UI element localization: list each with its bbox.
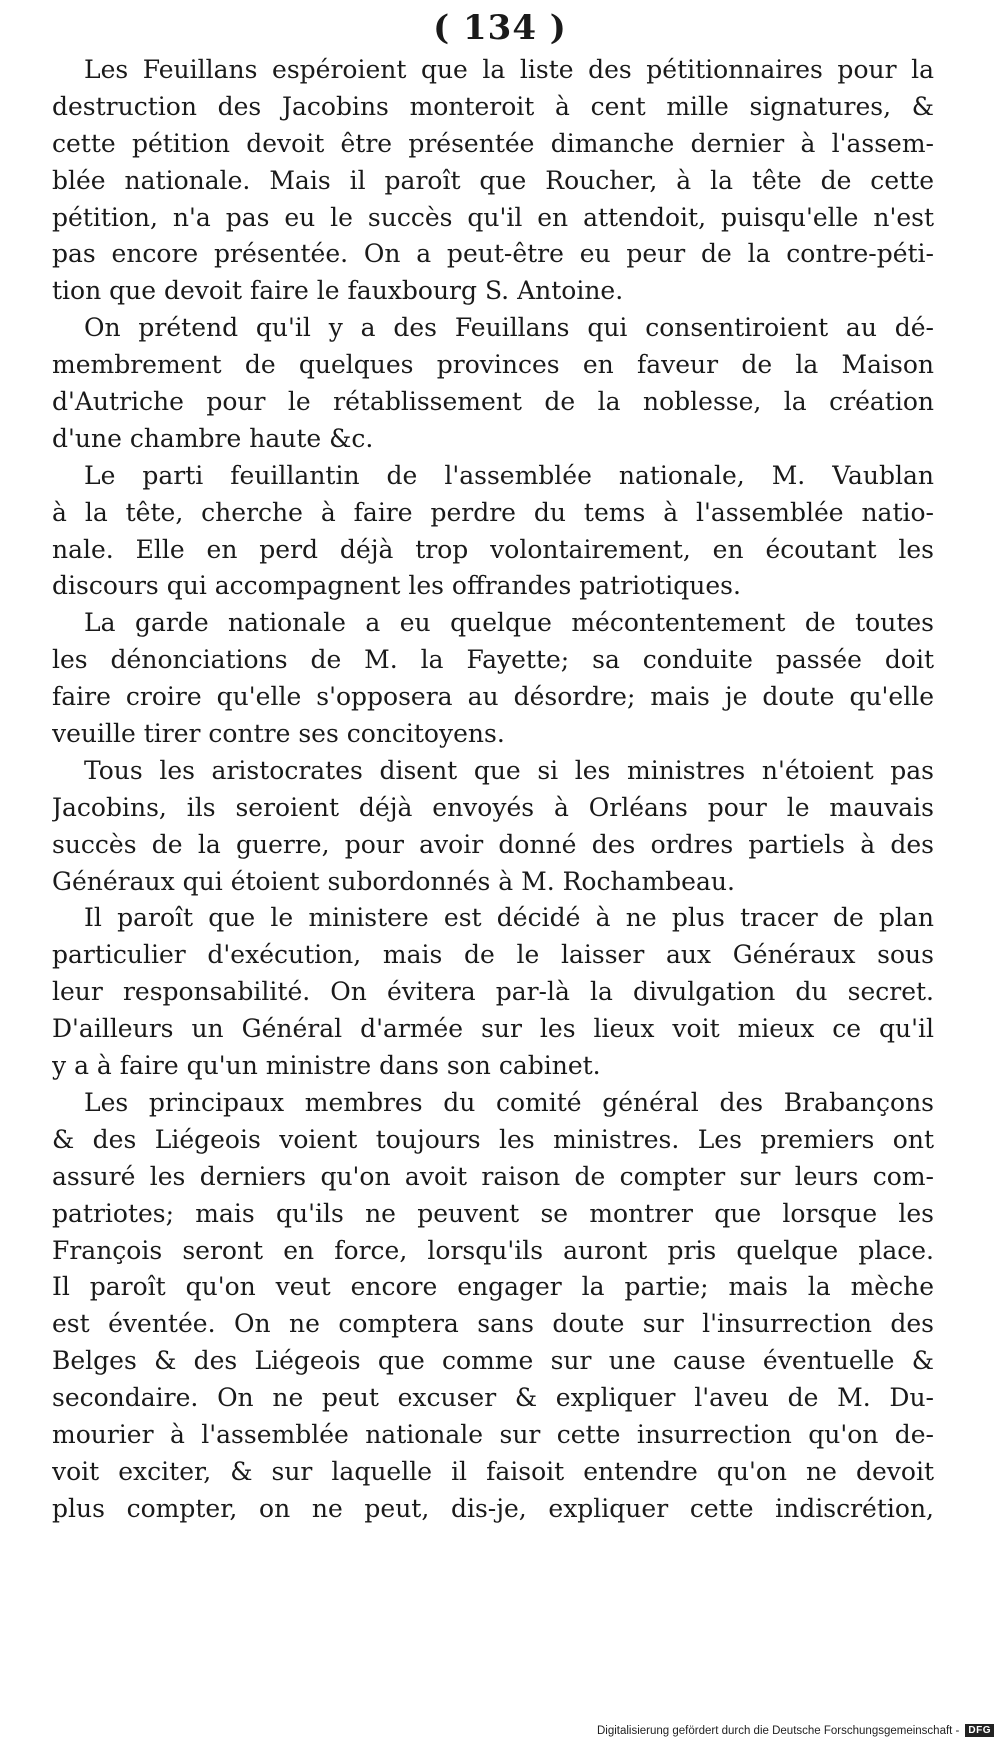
text-line: assuré les derniers qu'on avoit raison de compter sur leurs com- [52,1161,934,1191]
text-line: voit exciter, & sur laquelle il faisoit entendre qu'on ne devoit [52,1456,934,1486]
text-line: veuille tirer contre ses concitoyens. [52,719,505,749]
text-line: & des Liégeois voient toujours les ministres. Les premiers ont [52,1124,934,1154]
text-line: faire croire qu'elle s'opposera au désordre; mais je doute qu'elle [52,682,934,712]
text-line: est éventée. On ne comptera sans doute sur l'insurrection des [52,1309,934,1339]
text-line: Il paroît qu'on veut encore engager la partie; mais la mèche [52,1272,934,1302]
text-line: Généraux qui étoient subordonnés à M. Rochambeau. [52,866,735,896]
text-line: leur responsabilité. On évitera par-là la divulgation du secret. [52,977,934,1007]
paragraph [52,458,934,606]
text-line: La garde nationale a eu quelque mécontentement de toutes [84,608,934,638]
text-line: à la tête, cherche à faire perdre du tems à l'assemblée natio- [52,497,934,527]
text-line: destruction des Jacobins monteroit à cent mille signatures, & [52,91,934,121]
text-line: cette pétition devoit être présentée dimanche dernier à l'assem- [52,128,934,158]
text-line: succès de la guerre, pour avoir donné des ordres partiels à des [52,829,934,859]
text-line: membrement de quelques provinces en faveur de la Maison [52,350,934,380]
text-line: tion que devoit faire le fauxbourg S. Antoine. [52,276,624,306]
text-line: patriotes; mais qu'ils ne peuvent se montrer que lorsque les [52,1198,934,1228]
text-line: On prétend qu'il y a des Feuillans qui consentiroient au dé- [84,313,934,343]
text-line: blée nationale. Mais il paroît que Roucher, à la tête de cette [52,165,934,195]
text-line: pétition, n'a pas eu le succès qu'il en attendoit, puisqu'elle n'est [52,202,934,232]
paragraph [52,1085,934,1528]
text-line: y a à faire qu'un ministre dans son cabinet. [52,1051,601,1081]
text-line: D'ailleurs un Général d'armée sur les lieux voit mieux ce qu'il [52,1014,934,1044]
dfg-logo: DFG [965,1724,994,1737]
text-line: discours qui accompagnent les offrandes patriotiques. [52,571,741,601]
text-line: nale. Elle en perd déjà trop volontairement, en écoutant les [52,534,934,564]
text-line: Jacobins, ils seroient déjà envoyés à Orléans pour le mauvais [52,792,934,822]
text-line: d'Autriche pour le rétablissement de la noblesse, la création [52,387,934,417]
paragraph [52,753,934,901]
text-line: pas encore présentée. On a peut-être eu peur de la contre-péti- [52,239,934,269]
text-line: Le parti feuillantin de l'assemblée nationale, M. Vaublan [84,460,934,490]
paragraph [52,605,934,753]
text-line: particulier d'exécution, mais de le laisser aux Généraux sous [52,940,934,970]
paragraph [52,52,934,310]
text-line: plus compter, on ne peut, dis-je, expliquer cette indiscrétion, [52,1493,934,1523]
paragraph [52,310,934,458]
text-line: Belges & des Liégeois que comme sur une cause éventuelle & [52,1346,934,1376]
digitization-credit [597,1724,994,1737]
paragraph [52,900,934,1084]
page-number: ( 134 ) [433,8,567,48]
text-line: Tous les aristocrates disent que si les ministres n'étoient pas [84,755,934,785]
text-line: mourier à l'assemblée nationale sur cette insurrection qu'on de- [52,1419,934,1449]
text-line: les dénonciations de M. la Fayette; sa conduite passée doit [52,645,934,675]
text-line: secondaire. On ne peut excuser & expliquer l'aveu de M. Du- [52,1383,934,1413]
text-line: François seront en force, lorsqu'ils auront pris quelque place. [52,1235,934,1265]
text-line: d'une chambre haute &c. [52,423,374,453]
body-text [52,52,934,1528]
footer-text: Digitalisierung gefördert durch die Deutsche Forschungsgemeinschaft - [596,1724,960,1737]
text-line: Les Feuillans espéroient que la liste des pétitionnaires pour la [84,55,934,84]
text-line: Il paroît que le ministere est décidé à ne plus tracer de plan [84,903,934,933]
text-line: Les principaux membres du comité général des Brabançons [84,1087,934,1117]
